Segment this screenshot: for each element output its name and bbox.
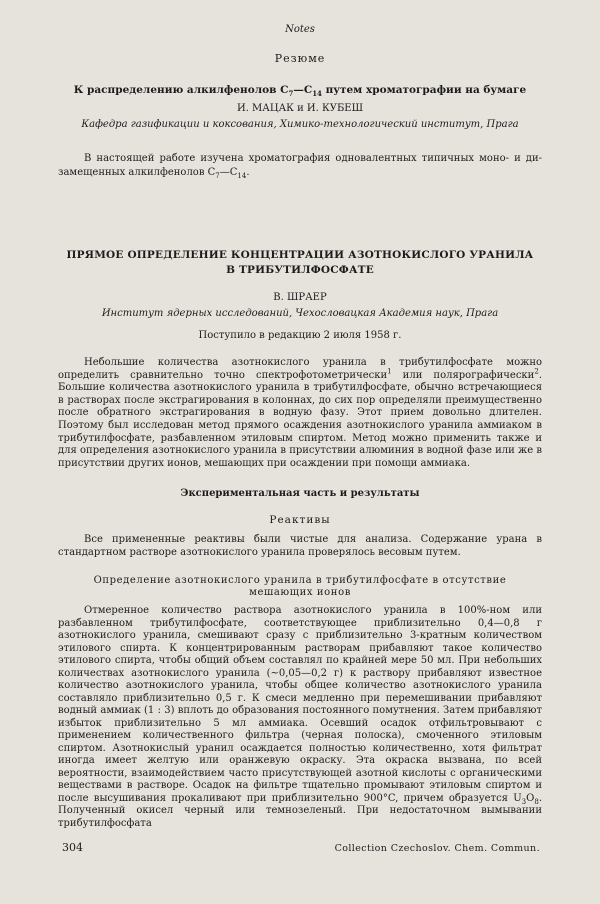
article-title-line-1: ПРЯМОЕ ОПРЕДЕЛЕНИЕ КОНЦЕНТРАЦИИ АЗОТНОКИСЛОГО УРАНИЛА xyxy=(66,249,534,261)
section-heading: Экспериментальная часть и результаты xyxy=(180,488,420,499)
article-title xyxy=(60,248,540,278)
page-number: 304 xyxy=(62,841,83,854)
reagents-heading: Реактивы xyxy=(269,514,331,526)
reference-1: 1 xyxy=(387,367,392,376)
intro-paragraph: Небольшие количества азотнокислого уранила в трибутилфосфате можно определить сравнительно точно спектрофотометрически$^1$ или полярографически$^2$. Большие количества азотнокислого уранила в трибутилфосфате, обычно встречающиеся в растворах после экстрагирования в колоннах, до сих пор определяли преимущественно после обратного экстрагирования в водную фазу. Этот прием довольно длителен. Поэтому был исследован метод прямого осаждения азотнокислого уранила аммиаком в трибутилфосфате, разбавленном этиловым спиртом. Метод можно применить также и для определения азотнокислого уранила в присутствии алюминия в водной фазе или же в присутствии других ионов, мешающих при осаждении при помощи аммиака. xyxy=(58,357,543,469)
resume-heading: Резюме xyxy=(274,52,326,65)
method-heading: Определение азотнокислого уранила в трибутилфосфате в отсутствие мешающих ионов xyxy=(93,575,507,598)
abstract-paragraph: В настоящей работе изучена хроматография одновалентных типичных моно- и ди-замещенных алкилфенолов $C_7—C_{14}$. xyxy=(58,153,542,180)
method-paragraph: Отмеренное количество раствора азотнокислого уранила в 100%-ном или разбавленном трибутилфосфате, соответствующее приблизительно 0,4—0,8 г азотнокислого уранила, смешивают сразу с приблизительно 3-кратным количеством этилового спирта. К концентрированным растворам прибавляют такое количество этилового спирта, чтобы общий объем составлял по крайней мере 50 мл. При небольших количествах азотнокислого уранила (~0,05—0,2 г) к раствору прибавляют известное количество азотнокислого уранила, чтобы общее количество азотнокислого уранила составляло приблизительно 0,5 г. К смеси медленно при перемешивании прибавляют водный аммиак (1 : 3) вплоть до образования постоянного помутнения. Затем прибавляют избыток приблизительно 5 мл аммиака. Осевший осадок отфильтровывают с применением количественного фильтра (черная полоска), смоченного этиловым спиртом. Азотнокислый уранил осаждается полностью количественно, хотя фильтрат иногда имеет желтую или оранжевую окраску. Эта окраска вызвана, по всей вероятности, взаимодействием часто присутствующей азотной кислоты с органическими веществами в растворе. Осадок на фильтре тщательно промывают этиловым спиртом и после высушивания прокаливают при приблизительно 900°C, причем образуется $U_3O_8$. Полученный окисел черный или темнозеленый. При недостаточном вымывании трибутилфосфата xyxy=(58,605,542,829)
article-affiliation: Институт ядерных исследований, Чехословацкая Академия наук, Прага xyxy=(101,308,499,319)
reagents-paragraph: Все примененные реактивы были чистые для анализа. Содержание урана в стандартном растворе азотнокислого уранила проверялось весовым путем. xyxy=(58,534,542,558)
abstract-affiliation: Кафедра газификации и коксования, Химико-технологический институт, Прага xyxy=(81,119,519,130)
journal-name: Collection Czechoslov. Chem. Commun. xyxy=(334,843,540,854)
abstract-title: К распределению алкилфенолов $C_7—C_{14}$ путем хроматографии на бумаге xyxy=(73,84,527,99)
reference-2: 2 xyxy=(534,367,539,376)
running-head: Notes xyxy=(285,24,315,35)
article-author: В. ШРАЕР xyxy=(273,292,327,303)
received-date: Поступило в редакцию 2 июля 1958 г. xyxy=(198,330,402,341)
abstract-authors: И. МАЦАК и И. КУБЕШ xyxy=(236,103,364,114)
article-title-line-2: В ТРИБУТИЛФОСФАТЕ xyxy=(226,264,374,276)
